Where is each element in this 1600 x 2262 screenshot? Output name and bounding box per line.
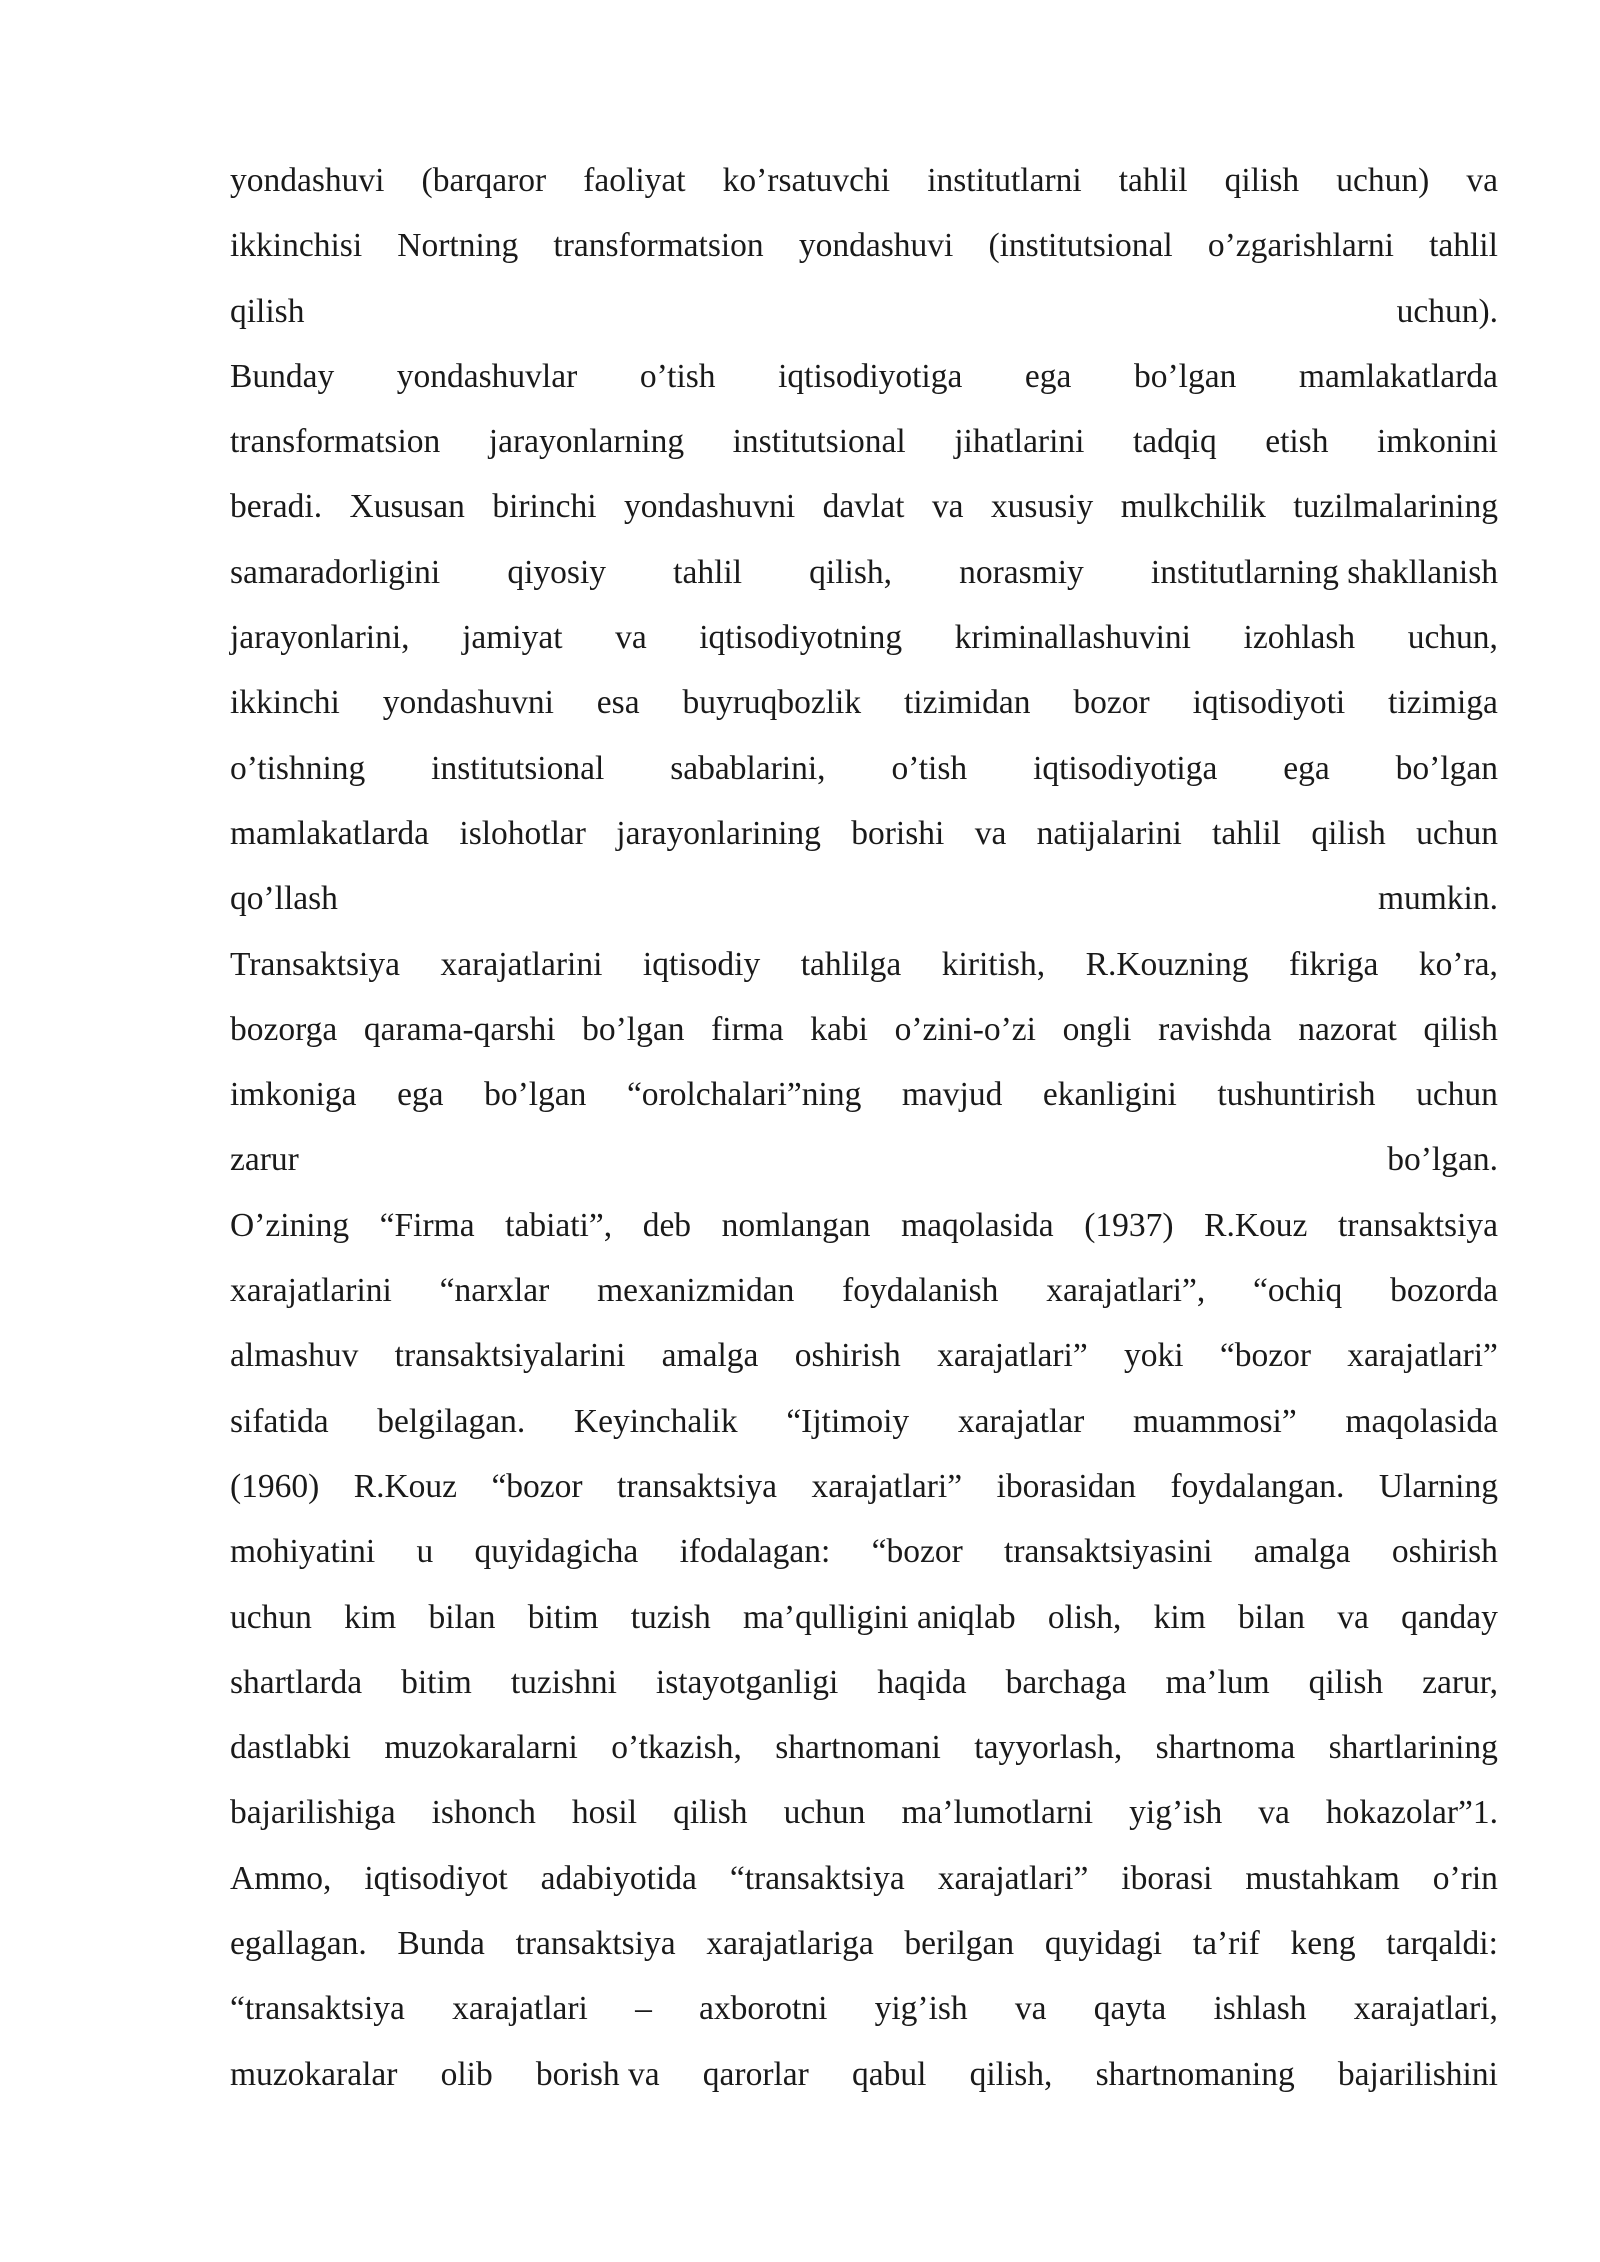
word: institutlarning shakllanish — [1150, 553, 1498, 591]
word: iqtisodiyoti — [1192, 684, 1346, 722]
word: uchun — [783, 1794, 866, 1832]
word: fikriga — [1289, 945, 1379, 983]
word: bo’lgan — [582, 1010, 685, 1048]
word: tabiati”, — [505, 1206, 613, 1244]
word: xarajatlari” — [937, 1859, 1089, 1897]
word: maqolasida — [901, 1206, 1054, 1244]
word: shartlarda — [230, 1663, 363, 1701]
word: ifodalagan: — [679, 1533, 831, 1571]
word: tahlil — [673, 553, 743, 591]
word: va — [615, 619, 647, 657]
text-line — [230, 344, 1498, 409]
word: Transaktsiya — [230, 945, 400, 983]
word: uchun, — [1407, 619, 1498, 657]
text-line — [230, 1976, 1498, 2041]
word: qanday — [1401, 1598, 1498, 1636]
word: yondashuvi — [230, 162, 385, 199]
word: “orolchalari”ning — [626, 1076, 862, 1114]
word: institutsional — [732, 423, 906, 461]
word: ongli — [1062, 1010, 1132, 1048]
word: yondashuvlar — [396, 357, 578, 395]
word: va — [1337, 1598, 1369, 1636]
text-line — [230, 1323, 1498, 1388]
word: qilish, — [969, 2055, 1053, 2093]
word: bo’lgan — [1395, 749, 1498, 787]
word: tuzish — [630, 1598, 711, 1636]
word: bilan — [428, 1598, 496, 1636]
word: transformatsion — [553, 227, 764, 265]
word: R.Kouz — [353, 1467, 458, 1505]
word: ravishda — [1158, 1010, 1272, 1048]
word: maqolasida — [1345, 1402, 1498, 1440]
word: bitim — [401, 1663, 472, 1701]
word: transaktsiya — [1337, 1206, 1498, 1244]
word: ma’lum — [1165, 1663, 1270, 1701]
text-line — [230, 866, 1498, 931]
word: mohiyatini — [230, 1533, 376, 1571]
word: mexanizmidan — [597, 1272, 795, 1310]
word: yondashuvi — [798, 227, 954, 265]
word: uchun — [230, 1598, 312, 1636]
word: o’zgarishlarni — [1207, 227, 1394, 265]
word: kim — [344, 1598, 397, 1636]
word: hokazolar”1. — [1325, 1794, 1498, 1832]
word: shartnomani — [775, 1729, 941, 1767]
word: kim — [1153, 1598, 1206, 1636]
word: u — [416, 1533, 434, 1571]
word: muzokaralarni — [384, 1729, 578, 1767]
word: nomlangan — [721, 1206, 871, 1244]
word: bozor — [1073, 684, 1150, 722]
text-line — [230, 1193, 1498, 1258]
word: ega — [1283, 749, 1330, 787]
word: keng — [1290, 1925, 1356, 1963]
word: yig’ish — [1129, 1794, 1223, 1832]
word: qilish — [230, 292, 305, 330]
word: amalga — [1253, 1533, 1351, 1571]
word: qarama-qarshi — [363, 1010, 556, 1048]
text-line — [230, 1780, 1498, 1845]
word: xarajatlari, — [1353, 1990, 1498, 2028]
word: firma — [711, 1010, 784, 1048]
word: borish va — [535, 2055, 660, 2093]
word: qayta — [1093, 1990, 1167, 2028]
word: – — [635, 1990, 652, 2028]
word: Bunda — [397, 1925, 485, 1963]
text-line — [230, 801, 1498, 866]
word: “ochiq — [1253, 1272, 1343, 1310]
word: o’tishning — [230, 749, 366, 787]
text-line — [230, 997, 1498, 1062]
word: yoki — [1124, 1337, 1184, 1375]
word: va — [1014, 1990, 1047, 2028]
word: transaktsiyalarini — [394, 1337, 626, 1375]
text-line — [230, 148, 1498, 213]
word: esa — [596, 684, 640, 722]
word: institutlarni — [927, 162, 1082, 199]
text-line — [230, 2042, 1498, 2107]
word: oshirish — [794, 1337, 901, 1375]
word: natijalarini — [1036, 814, 1182, 852]
text-line — [230, 736, 1498, 801]
text-line — [230, 1911, 1498, 1976]
word: tushuntirish — [1217, 1076, 1376, 1114]
word: shartnoma — [1155, 1729, 1296, 1767]
word: Nortning — [397, 227, 519, 265]
word: belgilagan. — [377, 1402, 526, 1440]
word: xususiy — [990, 488, 1094, 526]
word: shartnomaning — [1095, 2055, 1295, 2093]
word: zarur — [230, 1141, 299, 1179]
word: mulkchilik — [1120, 488, 1266, 526]
word: deb — [642, 1206, 692, 1244]
word: Xususan — [349, 488, 465, 526]
word: (barqaror — [421, 162, 547, 199]
text-line — [230, 1258, 1498, 1323]
word: transformatsion — [230, 423, 441, 461]
text-line — [230, 540, 1498, 605]
word: ko’rsatuvchi — [722, 162, 891, 199]
word: samaradorligini — [230, 553, 441, 591]
word: “bozor — [871, 1533, 963, 1571]
word: qilish — [1423, 1010, 1498, 1048]
word: bo’lgan — [484, 1076, 587, 1114]
text-line — [230, 409, 1498, 474]
word: berilgan — [904, 1925, 1015, 1963]
word: qilish — [673, 1794, 748, 1832]
text-line — [230, 670, 1498, 735]
word: davlat — [822, 488, 905, 526]
word: tahlil — [1212, 814, 1281, 852]
word: xarajatlari” — [1347, 1337, 1498, 1375]
word: transaktsiya — [515, 1925, 676, 1963]
word: haqida — [877, 1663, 967, 1701]
text-line — [230, 1715, 1498, 1780]
text-line — [230, 1389, 1498, 1454]
text-line — [230, 1650, 1498, 1715]
word: O’zining — [230, 1206, 350, 1244]
word: qilish, — [809, 553, 892, 591]
word: faoliyat — [583, 162, 686, 199]
word: islohotlar — [459, 814, 586, 852]
word: bitim — [527, 1598, 599, 1636]
word: qarorlar — [702, 2055, 809, 2093]
word: hosil — [571, 1794, 638, 1832]
word: barchaga — [1005, 1663, 1127, 1701]
word: o’zini-o’zi — [894, 1010, 1036, 1048]
word: istayotganligi — [655, 1663, 839, 1701]
word: Ularning — [1378, 1467, 1498, 1505]
word: va — [1466, 162, 1498, 199]
word: uchun). — [1396, 292, 1498, 330]
word: iqtisodiyotning — [699, 619, 903, 657]
word: xarajatlari” — [811, 1467, 963, 1505]
word: xarajatlariga — [706, 1925, 874, 1963]
word: qilish — [1311, 814, 1386, 852]
word: tizimiga — [1388, 684, 1498, 722]
word: bozorga — [230, 1010, 338, 1048]
word: xarajatlari”, — [1046, 1272, 1206, 1310]
word: almashuv — [230, 1337, 359, 1375]
word: tuzishni — [510, 1663, 617, 1701]
word: “narxlar — [439, 1272, 550, 1310]
word: imkonini — [1376, 423, 1498, 461]
word: mavjud — [901, 1076, 1003, 1114]
word: tarqaldi: — [1386, 1925, 1498, 1963]
word: ishlash — [1213, 1990, 1307, 2028]
word: Bunday — [230, 357, 335, 395]
text-line — [230, 1454, 1498, 1519]
word: xarajatlarini — [230, 1272, 392, 1310]
word: jamiyat — [462, 619, 563, 657]
word: “Firma — [379, 1206, 475, 1244]
word: egallagan. — [230, 1925, 367, 1963]
word: va — [974, 814, 1007, 852]
word: foydalanish — [842, 1272, 999, 1310]
word: beradi. — [230, 488, 323, 526]
word: qilish — [1308, 1663, 1384, 1701]
word: tuzilmalarining — [1293, 488, 1498, 526]
word: iqtisodiy — [642, 945, 761, 983]
word: xarajatlari — [452, 1990, 588, 2028]
word: ikkinchisi — [230, 227, 363, 265]
word: ikkinchi — [230, 684, 340, 722]
word: tahlil — [1429, 227, 1498, 265]
word: xarajatlari” — [937, 1337, 1088, 1375]
text-line — [230, 605, 1498, 670]
text-line — [230, 932, 1498, 997]
word: izohlash — [1243, 619, 1356, 657]
word: muammosi” — [1132, 1402, 1297, 1440]
word: yondashuvni — [382, 684, 554, 722]
word: xarajatlarini — [440, 945, 603, 983]
word: bo’lgan — [1133, 357, 1237, 395]
word: (1960) — [230, 1467, 320, 1505]
word: iborasidan — [996, 1467, 1137, 1505]
word: ekanligini — [1042, 1076, 1177, 1114]
word: ega — [397, 1076, 444, 1114]
word: R.Kouz — [1204, 1206, 1308, 1244]
word: transaktsiyasini — [1004, 1533, 1213, 1571]
word: mamlakatlarda — [230, 814, 430, 852]
word: muzokaralar — [230, 2055, 398, 2093]
word: mamlakatlarda — [1298, 357, 1498, 395]
word: jarayonlarining — [616, 814, 821, 852]
word: sifatida — [230, 1402, 329, 1440]
word: jarayonlarini, — [230, 619, 410, 657]
word: buyruqbozlik — [682, 684, 862, 722]
word: (1937) — [1084, 1206, 1174, 1244]
word: foydalangan. — [1170, 1467, 1345, 1505]
word: bilan — [1238, 1598, 1305, 1636]
word: kiritish, — [941, 945, 1046, 983]
word: iqtisodiyotiga — [1033, 749, 1218, 787]
word: shartlarining — [1328, 1729, 1498, 1767]
word: kabi — [810, 1010, 868, 1048]
text-line — [230, 1127, 1498, 1192]
word: ko’ra, — [1418, 945, 1498, 983]
word: mumkin. — [1377, 880, 1498, 918]
word: qilish — [1224, 162, 1300, 199]
word: iqtisodiyot — [364, 1859, 508, 1897]
text-line — [230, 1062, 1498, 1127]
text-line — [230, 474, 1498, 539]
word: ta’rif — [1192, 1925, 1260, 1963]
word: imkoniga — [230, 1076, 357, 1114]
word: Keyinchalik — [573, 1402, 738, 1440]
word: qo’llash — [230, 880, 338, 918]
word: jarayonlarning — [488, 423, 685, 461]
text-line — [230, 213, 1498, 278]
word: quyidagi — [1044, 1925, 1163, 1963]
word: iqtisodiyotiga — [778, 357, 963, 395]
word: uchun — [1416, 1076, 1498, 1114]
word: kriminallashuvini — [954, 619, 1191, 657]
word: uchun — [1416, 814, 1498, 852]
word: bajarilishiga — [230, 1794, 396, 1832]
word: o’rin — [1432, 1859, 1498, 1897]
word: quyidagicha — [474, 1533, 639, 1571]
word: o’tkazish, — [611, 1729, 742, 1767]
word: bo’lgan. — [1387, 1141, 1498, 1179]
word: “Ijtimoiy — [786, 1402, 910, 1440]
word: va — [931, 488, 964, 526]
word: ma’lumotlarni — [901, 1794, 1094, 1832]
word: tahlil — [1118, 162, 1188, 199]
word: iborasi — [1121, 1859, 1213, 1897]
word: o’tish — [891, 749, 968, 787]
word: Ammo, — [230, 1859, 332, 1897]
word: va — [1258, 1794, 1290, 1832]
word: jihatlarini — [954, 423, 1085, 461]
word: yondashuvni — [623, 488, 796, 526]
word: nazorat — [1298, 1010, 1397, 1048]
text-line — [230, 1846, 1498, 1911]
text-line — [230, 279, 1498, 344]
word: (institutsional — [988, 227, 1173, 265]
word: qiyosiy — [507, 553, 607, 591]
word: R.Kouzning — [1085, 945, 1249, 983]
word: sabablarini, — [670, 749, 826, 787]
word: qabul — [851, 2055, 927, 2093]
word: oshirish — [1391, 1533, 1498, 1571]
word: olish, — [1047, 1598, 1122, 1636]
word: ishonch — [431, 1794, 536, 1832]
word: tahlilga — [800, 945, 902, 983]
word: “bozor — [491, 1467, 583, 1505]
word: olib — [440, 2055, 493, 2093]
word: yig’ish — [874, 1990, 968, 2028]
word: xarajatlar — [957, 1402, 1085, 1440]
word: etish — [1265, 423, 1329, 461]
word: bajarilishini — [1337, 2055, 1498, 2093]
word: tadqiq — [1132, 423, 1217, 461]
word: “bozor — [1219, 1337, 1311, 1375]
word: transaktsiya — [617, 1467, 778, 1505]
word: dastlabki — [230, 1729, 351, 1767]
word: bozorda — [1390, 1272, 1498, 1310]
word: birinchi — [492, 488, 597, 526]
word: borishi — [851, 814, 945, 852]
body-text — [230, 148, 1498, 2107]
word: norasmiy — [959, 553, 1084, 591]
word: institutsional — [431, 749, 605, 787]
word: “transaktsiya — [230, 1990, 405, 2028]
text-line — [230, 1585, 1498, 1650]
word: mustahkam — [1245, 1859, 1400, 1897]
word: “transaktsiya — [729, 1859, 905, 1897]
word: tayyorlash, — [974, 1729, 1123, 1767]
text-line — [230, 1519, 1498, 1584]
word: amalga — [661, 1337, 759, 1375]
word: zarur, — [1422, 1663, 1498, 1701]
word: tizimidan — [904, 684, 1031, 722]
word: axborotni — [699, 1990, 828, 2028]
word: ma’qulligini aniqlab — [743, 1598, 1016, 1636]
word: ega — [1024, 357, 1072, 395]
word: adabiyotida — [540, 1859, 697, 1897]
word: uchun) — [1336, 162, 1430, 199]
word: o’tish — [639, 357, 716, 395]
